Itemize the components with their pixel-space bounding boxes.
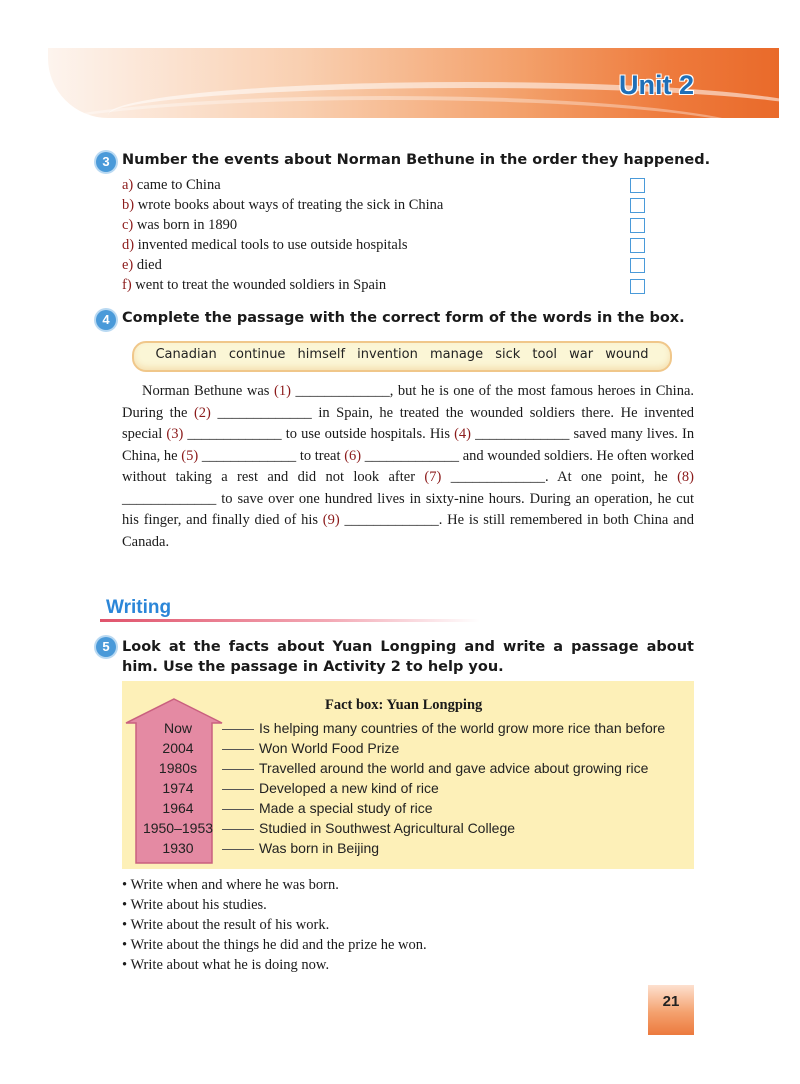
bullet-dot: • — [122, 957, 128, 973]
activity-4-badge: 4 — [96, 310, 116, 330]
blank-9[interactable]: _____________ — [344, 512, 439, 528]
event-text: came to China — [136, 177, 221, 193]
bullet-item — [122, 937, 427, 954]
blank-5[interactable]: _____________ — [201, 447, 297, 464]
bullet-item — [122, 957, 329, 974]
blank-3[interactable]: _____________ — [187, 426, 282, 442]
activity-3-badge: 3 — [96, 152, 116, 172]
unit-title: Unit 2 — [618, 70, 694, 100]
event-letter: b) — [122, 197, 135, 213]
event-text: was born in 1890 — [136, 217, 238, 233]
passage-text: to use outside hospitals. His — [285, 426, 450, 442]
event-letter: a) — [122, 177, 134, 193]
bullet-dot: • — [122, 937, 128, 953]
blank-number: (2) — [193, 404, 211, 421]
cloze-passage — [122, 381, 694, 553]
word-box-words: Canadian continue himself invention manage sick tool war wound — [155, 347, 649, 362]
passage-text: , but he is one of the most famous heroes in China. During the — [122, 383, 695, 421]
word-box — [132, 341, 672, 372]
event-letter: d) — [122, 237, 135, 253]
event-letter: c) — [122, 217, 134, 233]
event-text: wrote books about ways of treating the sick in China — [137, 197, 444, 213]
activity-3-instruction: Number the events about Norman Bethune in the order they happened. — [122, 152, 711, 168]
timeline-fact: Studied in Southwest Agricultural College — [259, 820, 516, 836]
timeline-year: 1980s — [158, 760, 198, 776]
event-text: invented medical tools to use outside hospitals — [137, 237, 408, 253]
event-item-d — [122, 235, 408, 255]
fact-box-title: Fact box: Yuan Longping — [325, 697, 483, 713]
order-checkbox-a[interactable] — [630, 178, 645, 193]
activity-4-instruction: Complete the passage with the correct form of the words in the box. — [122, 310, 685, 326]
event-letter: e) — [122, 257, 134, 273]
timeline-fact: Is helping many countries of the world grow more rice than before — [259, 720, 666, 736]
blank-7[interactable]: _____________ — [450, 469, 545, 485]
timeline-year: 1950–1953 — [142, 820, 214, 836]
timeline-fact: Won World Food Prize — [259, 740, 400, 756]
blank-number: (9) — [322, 512, 340, 528]
event-item-e — [122, 255, 162, 275]
timeline-fact: Made a special study of rice — [259, 800, 433, 816]
section-underline — [100, 619, 480, 622]
timeline-connector — [222, 849, 254, 850]
blank-number: (6) — [344, 447, 362, 464]
order-checkbox-d[interactable] — [630, 238, 645, 253]
timeline-fact: Travelled around the world and gave advice about growing rice — [259, 760, 649, 776]
blank-8[interactable]: _____________ — [122, 490, 217, 507]
bullet-item — [122, 917, 329, 934]
order-checkbox-c[interactable] — [630, 218, 645, 233]
timeline-year: 1930 — [162, 840, 194, 856]
bullet-text: Write about what he is doing now. — [130, 957, 330, 973]
passage-text: Norman Bethune was — [142, 383, 270, 399]
timeline-fact: Was born in Beijing — [259, 840, 380, 856]
event-item-c — [122, 215, 237, 235]
passage-text: . At one point, he — [544, 469, 668, 485]
blank-number: (5) — [181, 447, 199, 464]
timeline-year: Now — [163, 720, 192, 736]
timeline-fact: Developed a new kind of rice — [259, 780, 439, 796]
blank-6[interactable]: _____________ — [364, 447, 460, 464]
activity-5-badge: 5 — [96, 637, 116, 657]
event-item-a — [122, 175, 221, 195]
blank-4[interactable]: _____________ — [475, 426, 570, 442]
passage-text: to treat — [299, 447, 341, 464]
bullet-item — [122, 897, 267, 914]
timeline-connector — [222, 829, 254, 830]
timeline-year: 1974 — [162, 780, 194, 796]
passage-text: saved many lives. In China, he — [122, 426, 695, 464]
timeline-connector — [222, 809, 254, 810]
blank-number: (4) — [454, 426, 471, 442]
page-number: 21 — [662, 993, 680, 1010]
event-item-b — [122, 195, 443, 215]
bullet-dot: • — [122, 917, 128, 933]
blank-number: (7) — [424, 469, 442, 485]
event-text: went to treat the wounded soldiers in Spain — [135, 277, 387, 293]
passage-text: to save over one hundred lives in sixty-nine hours. During an operation, he cut his finger, and finally died of his — [122, 490, 695, 528]
event-letter: f) — [122, 277, 132, 293]
bullet-text: Write about the result of his work. — [130, 917, 330, 933]
event-item-f — [122, 275, 386, 295]
order-checkbox-e[interactable] — [630, 258, 645, 273]
timeline-year: 1964 — [162, 800, 194, 816]
bullet-text: Write when and where he was born. — [130, 877, 339, 893]
timeline-connector — [222, 769, 254, 770]
passage-text: . He is still remembered in both China and Canada. — [122, 512, 695, 550]
bullet-dot: • — [122, 877, 128, 893]
passage-text: and wounded soldiers. He often worked without taking a rest and did not look after — [122, 447, 695, 485]
activity-5-instruction: Look at the facts about Yuan Longping and write a passage about him. Use the passage in Activity 2 to help you. — [122, 639, 694, 675]
order-checkbox-f[interactable] — [630, 279, 645, 294]
order-checkbox-b[interactable] — [630, 198, 645, 213]
bullet-text: Write about the things he did and the prize he won. — [130, 937, 427, 953]
timeline-connector — [222, 749, 254, 750]
passage-text: in Spain, he treated the wounded soldiers there. He invented special — [122, 404, 695, 442]
bullet-dot: • — [122, 897, 128, 913]
blank-number: (1) — [273, 383, 291, 399]
timeline-connector — [222, 789, 254, 790]
blank-number: (8) — [677, 469, 695, 485]
bullet-text: Write about his studies. — [130, 897, 267, 913]
writing-section-title: Writing — [106, 597, 172, 618]
timeline-year: 2004 — [162, 740, 194, 756]
blank-2[interactable]: _____________ — [217, 404, 312, 421]
blank-1[interactable]: _____________ — [295, 383, 390, 399]
timeline-connector — [222, 729, 254, 730]
blank-number: (3) — [166, 426, 184, 442]
event-text: died — [136, 257, 162, 273]
bullet-item — [122, 877, 339, 894]
